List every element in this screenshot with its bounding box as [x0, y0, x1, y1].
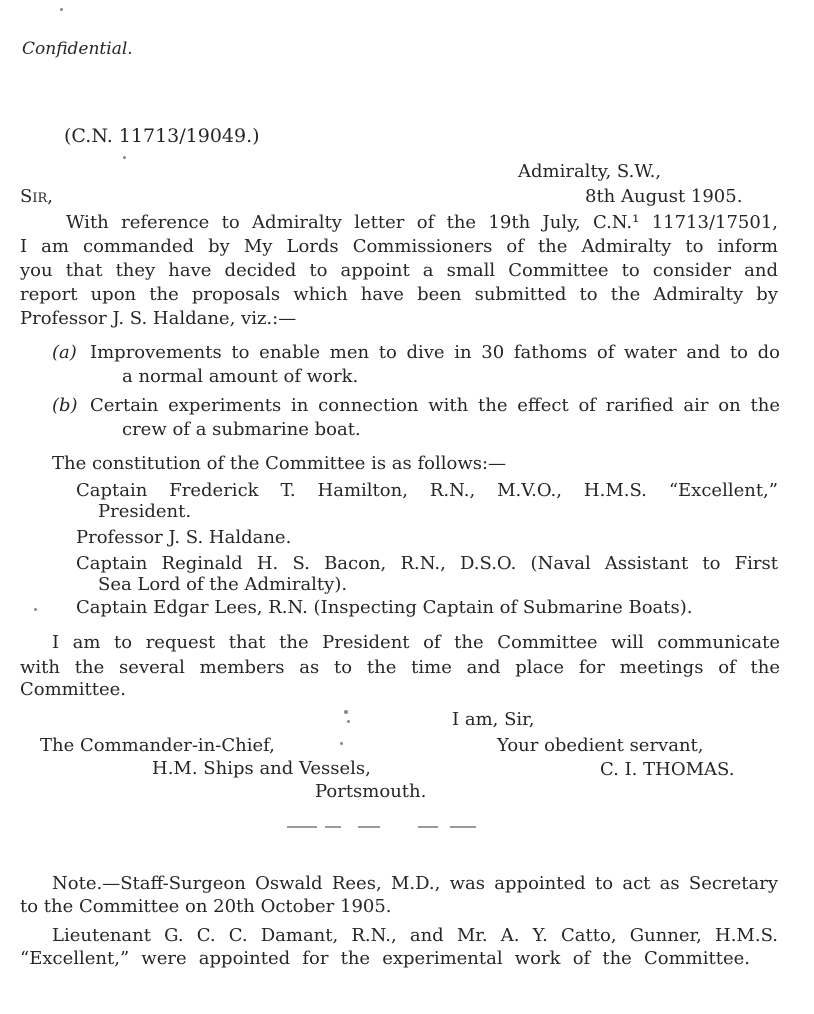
- separator-dash: [358, 826, 380, 828]
- closing-valediction: Your obedient servant,: [497, 735, 704, 756]
- separator-dash: [287, 826, 317, 828]
- scan-speck: [347, 720, 350, 723]
- note-line: Lieutenant G. C. C. Damant, R.N., and Mr. A. Y. Catto, Gunner, H.M.S.: [52, 925, 778, 946]
- scan-speck: [340, 742, 343, 745]
- list-marker-a: (a): [52, 342, 77, 363]
- separator-dash: [418, 826, 438, 828]
- member-bacon-continuation: Sea Lord of the Admiralty).: [98, 574, 348, 595]
- addressee-line: Portsmouth.: [315, 781, 427, 802]
- list-marker-b: (b): [52, 395, 78, 416]
- closing-line: I am, Sir,: [452, 709, 535, 730]
- scan-speck: [60, 8, 63, 11]
- list-item-b: Certain experiments in connection with the effect of rarified air on the: [90, 395, 780, 416]
- paragraph-line: Committee.: [20, 679, 126, 700]
- paragraph-line: report upon the proposals which have been submitted to the Admiralty by: [20, 284, 778, 305]
- signature: C. I. THOMAS.: [600, 759, 735, 780]
- paragraph-line: I am commanded by My Lords Commissioners of the Admiralty to inform: [20, 236, 778, 257]
- scan-speck: [123, 156, 126, 159]
- constitution-intro: The constitution of the Committee is as follows:—: [52, 453, 507, 474]
- paragraph-line: With reference to Admiralty letter of the 19th July, C.N.¹ 11713/17501,: [66, 212, 778, 233]
- salutation: Sir,: [20, 186, 53, 207]
- addressee-line: H.M. Ships and Vessels,: [152, 758, 371, 779]
- note-line: Note.—Staff-Surgeon Oswald Rees, M.D., was appointed to act as Secretary: [52, 873, 778, 894]
- note-line: “Excellent,” were appointed for the experimental work of the Committee.: [20, 948, 750, 969]
- member-haldane: Professor J. S. Haldane.: [76, 527, 292, 548]
- member-hamilton: Captain Frederick T. Hamilton, R.N., M.V.O., H.M.S. “Excellent,”: [76, 480, 778, 501]
- note-line: to the Committee on 20th October 1905.: [20, 896, 392, 917]
- scan-speck: [344, 710, 348, 714]
- reference-number: (C.N. 11713/19049.): [64, 125, 260, 147]
- sender-address: Admiralty, S.W.,: [518, 161, 662, 182]
- classification-mark: Confidential.: [22, 39, 133, 59]
- list-item-b-continuation: crew of a submarine boat.: [122, 419, 361, 440]
- member-bacon: Captain Reginald H. S. Bacon, R.N., D.S.O. (Naval Assistant to First: [76, 553, 778, 574]
- paragraph-line: Professor J. S. Haldane, viz.:—: [20, 308, 297, 329]
- member-lees: Captain Edgar Lees, R.N. (Inspecting Captain of Submarine Boats).: [76, 597, 693, 618]
- paragraph-line: you that they have decided to appoint a small Committee to consider and: [20, 260, 778, 281]
- letter-date: 8th August 1905.: [585, 186, 743, 207]
- separator-dash: [325, 826, 341, 828]
- paragraph-line: I am to request that the President of the Committee will communicate: [52, 632, 780, 653]
- paragraph-line: with the several members as to the time and place for meetings of the: [20, 657, 780, 678]
- list-item-a: Improvements to enable men to dive in 30 fathoms of water and to do: [90, 342, 780, 363]
- scan-speck: [34, 608, 37, 611]
- member-hamilton-title: President.: [98, 501, 192, 522]
- list-item-a-continuation: a normal amount of work.: [122, 366, 359, 387]
- addressee-line: The Commander-in-Chief,: [40, 735, 275, 756]
- separator-dash: [450, 826, 476, 828]
